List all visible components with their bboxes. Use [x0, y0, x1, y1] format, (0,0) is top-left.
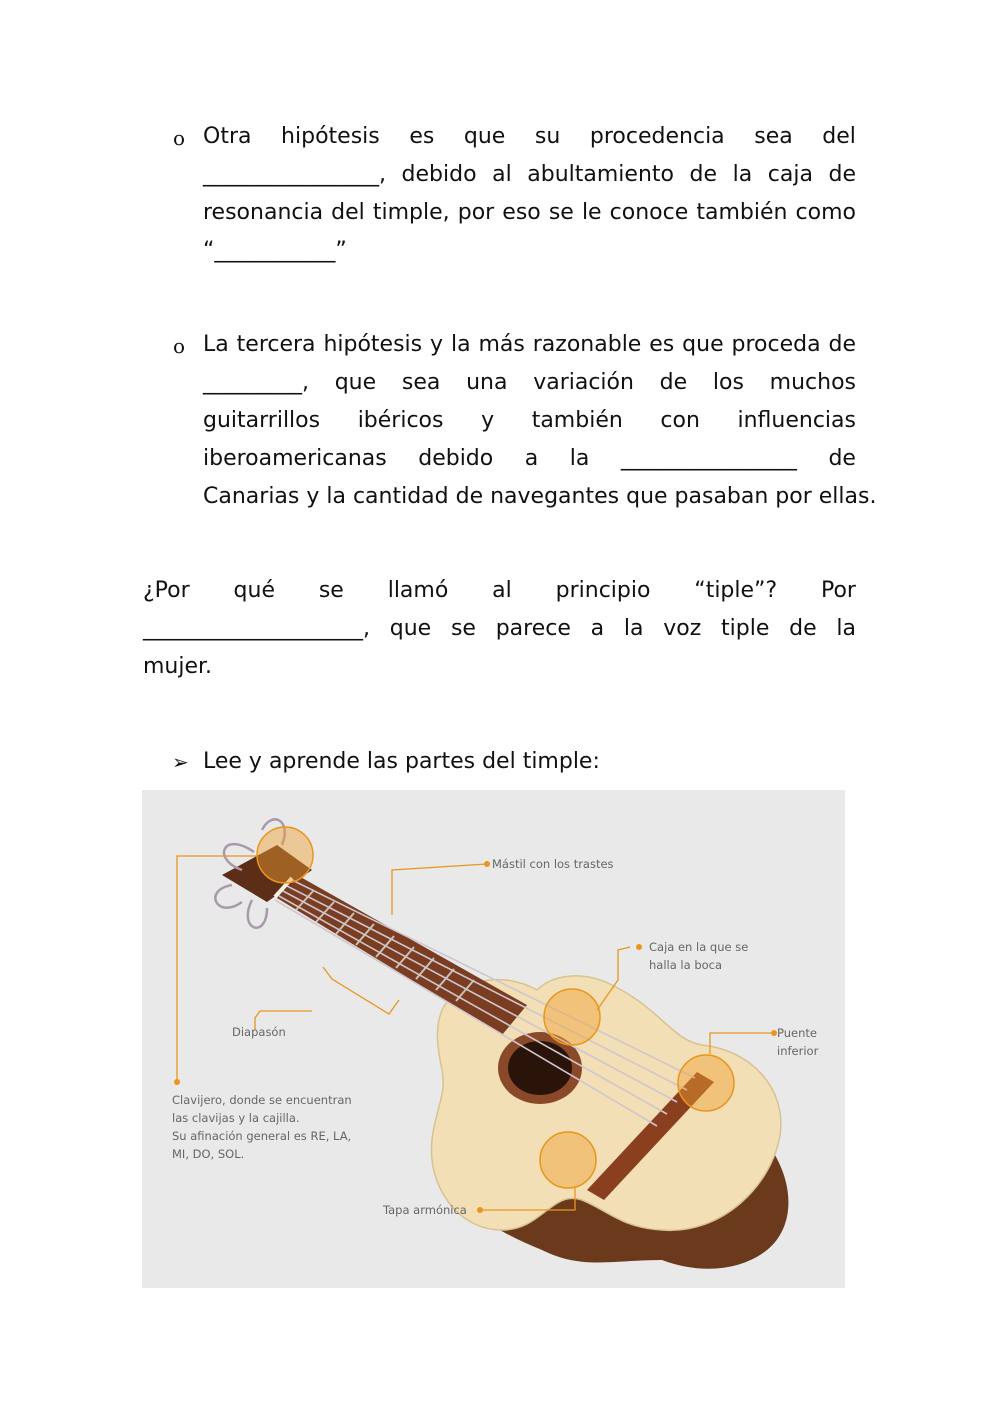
- bullet-marker: o: [173, 126, 186, 150]
- fill-blank-line[interactable]: ________________, debido al abultamiento de la caja de: [203, 162, 856, 187]
- text-line: [203, 156, 856, 194]
- label-tapa: Tapa armónica: [383, 1203, 467, 1217]
- label-mastil: Mástil con los trastes: [492, 857, 614, 871]
- text-line: La tercera hipótesis y la más razonable es que proceda de: [203, 332, 856, 357]
- text-line: guitarrillos ibéricos y también con influencias: [203, 408, 856, 433]
- timple-sound-hole-inner: [508, 1041, 572, 1095]
- bullet-marker: o: [173, 334, 186, 358]
- fill-blank[interactable]: ________________: [620, 446, 797, 471]
- fill-blank[interactable]: _________,: [203, 370, 309, 395]
- hypothesis-2: [203, 326, 877, 516]
- fill-blank-line[interactable]: ____________________, que se parece a la voz tiple de la: [143, 616, 856, 641]
- label-puente-line-2: inferior: [777, 1044, 819, 1058]
- instruction-text: Lee y aprende las partes del timple:: [203, 749, 600, 774]
- question-paragraph: [143, 572, 856, 686]
- timple-diagram: [142, 790, 845, 1288]
- label-clavijero-line-3: Su afinación general es RE, LA,: [172, 1129, 352, 1143]
- label-puente-line-1: Puente: [777, 1026, 817, 1040]
- text-line: mujer.: [143, 654, 213, 679]
- arrow-bullet-icon: ➢: [172, 750, 189, 774]
- label-clavijero-line-2: las clavijas y la cajilla.: [172, 1111, 300, 1125]
- text-line: [143, 610, 856, 648]
- hypothesis-1: [203, 118, 856, 270]
- label-diapason: Diapasón: [232, 1025, 286, 1039]
- label-caja-line-2: halla la boca: [649, 958, 723, 972]
- label-clavijero-line-4: MI, DO, SOL.: [172, 1147, 245, 1161]
- text-line: resonancia del timple, por eso se le conoce también como: [203, 200, 856, 225]
- fill-blank-quoted[interactable]: “___________”: [203, 238, 347, 263]
- text-line: Otra hipótesis es que su procedencia sea del: [203, 124, 856, 149]
- text-line: iberoamericanas debido a la ________________ de: [203, 440, 856, 478]
- text-line: _________, que sea una variación de los muchos: [203, 364, 856, 402]
- text-line: Canarias y la cantidad de navegantes que pasaban por ellas.: [203, 484, 877, 509]
- label-caja-line-1: Caja en la que se: [649, 940, 749, 954]
- label-clavijero-line-1: Clavijero, donde se encuentran: [172, 1093, 352, 1107]
- text-line: ¿Por qué se llamó al principio “tiple”? Por: [143, 578, 856, 603]
